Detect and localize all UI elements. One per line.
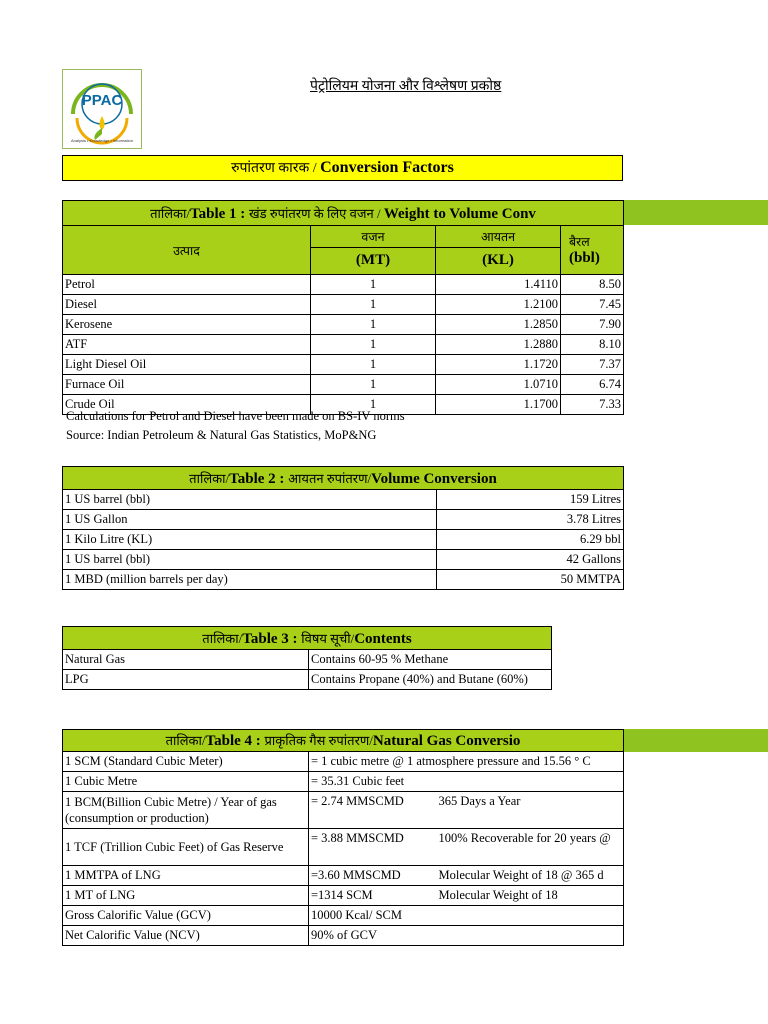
barrels-bbl: 8.50 (561, 275, 624, 295)
table-row (63, 355, 624, 375)
col-header-weight: वजन (311, 226, 436, 248)
table4-header-extension (622, 729, 768, 752)
gas-unit-label: 1 MT of LNG (63, 886, 309, 906)
content-label: LPG (63, 670, 309, 690)
table-row (63, 772, 624, 792)
gas-unit-label: 1 BCM(Billion Cubic Metre) / Year of gas (consumption or production) (63, 792, 309, 829)
table2-volume-conversion (62, 466, 624, 590)
logo-text: PPAC (81, 92, 123, 109)
table-row (63, 510, 624, 530)
table-row (63, 295, 624, 315)
barrels-bbl: 7.33 (561, 395, 624, 415)
gas-unit-label: Gross Calorific Value (GCV) (63, 906, 309, 926)
table-row (63, 375, 624, 395)
table1-source: Source: Indian Petroleum & Natural Gas Statistics, MoP&NG (66, 428, 377, 442)
col-unit-kl: (KL) (436, 247, 561, 274)
table-row (63, 335, 624, 355)
gas-unit-note: 100% Recoverable for 20 years @ (437, 829, 624, 866)
gas-unit-value: 90% of GCV (309, 926, 624, 946)
table4-natural-gas-conversion (62, 729, 624, 946)
table1-weight-to-volume (62, 200, 624, 415)
gas-unit-label: 1 Cubic Metre (63, 772, 309, 792)
volume-kl: 1.2880 (436, 335, 561, 355)
gas-unit-value: = 1 cubic metre @ 1 atmosphere pressure and 15.56 ° C (309, 752, 624, 772)
product-name: Kerosene (63, 315, 311, 335)
unit-value: 42 Gallons (437, 550, 624, 570)
gas-unit-note: 365 Days a Year (437, 792, 624, 829)
gas-unit-label: 1 SCM (Standard Cubic Meter) (63, 752, 309, 772)
table-row (63, 752, 624, 772)
gas-unit-label: 1 MMTPA of LNG (63, 866, 309, 886)
content-label: Natural Gas (63, 650, 309, 670)
weight-mt: 1 (311, 395, 436, 415)
volume-kl: 1.4110 (436, 275, 561, 295)
table-row (63, 670, 552, 690)
content-value: Contains Propane (40%) and Butane (60%) (309, 670, 552, 690)
barrels-bbl: 6.74 (561, 375, 624, 395)
unit-value: 50 MMTPA (437, 570, 624, 590)
ppac-logo-graphic (63, 70, 141, 148)
weight-mt: 1 (311, 355, 436, 375)
table3-title: तालिका/Table 3 : विषय सूची/Contents (63, 627, 552, 650)
unit-label: 1 MBD (million barrels per day) (63, 570, 437, 590)
product-name: ATF (63, 335, 311, 355)
table-row (63, 570, 624, 590)
table-row (63, 886, 624, 906)
unit-label: 1 US Gallon (63, 510, 437, 530)
gas-unit-value: 10000 Kcal/ SCM (309, 906, 624, 926)
volume-kl: 1.2850 (436, 315, 561, 335)
unit-value: 6.29 bbl (437, 530, 624, 550)
col-header-barrel: बैरल (bbl) (561, 226, 624, 275)
table-row (63, 550, 624, 570)
product-name: Crude Oil (63, 395, 311, 415)
table-row (63, 530, 624, 550)
barrels-bbl: 7.37 (561, 355, 624, 375)
table1-note-bs4: Calculations for Petrol and Diesel have been made on BS-IV norms (66, 409, 405, 423)
table1-header-extension (622, 200, 768, 225)
product-name: Petrol (63, 275, 311, 295)
volume-kl: 1.2100 (436, 295, 561, 315)
table-row (63, 315, 624, 335)
weight-mt: 1 (311, 335, 436, 355)
banner-english: Conversion Factors (320, 159, 454, 176)
gas-unit-value: =1314 SCM (309, 886, 437, 906)
gas-unit-value: = 3.88 MMSCMD (309, 829, 437, 866)
volume-kl: 1.1720 (436, 355, 561, 375)
weight-mt: 1 (311, 375, 436, 395)
weight-mt: 1 (311, 275, 436, 295)
table3-contents (62, 626, 552, 690)
product-name: Furnace Oil (63, 375, 311, 395)
table-row (63, 650, 552, 670)
table-row (63, 926, 624, 946)
barrels-bbl: 7.90 (561, 315, 624, 335)
table-row (63, 792, 624, 829)
product-name: Diesel (63, 295, 311, 315)
conversion-factors-banner (62, 155, 623, 181)
banner-hindi: रुपांतरण कारक / (231, 161, 321, 176)
table4-title: तालिका/Table 4 : प्राकृतिक गैस रुपांतरण/Natural Gas Conversio (63, 730, 624, 752)
gas-unit-value: = 35.31 Cubic feet (309, 772, 624, 792)
gas-unit-label: Net Calorific Value (NCV) (63, 926, 309, 946)
gas-unit-value: = 2.74 MMSCMD (309, 792, 437, 829)
volume-kl: 1.0710 (436, 375, 561, 395)
unit-value: 159 Litres (437, 490, 624, 510)
volume-kl: 1.1700 (436, 395, 561, 415)
ppac-logo (62, 69, 142, 149)
unit-label: 1 US barrel (bbl) (63, 490, 437, 510)
product-name: Light Diesel Oil (63, 355, 311, 375)
barrels-bbl: 7.45 (561, 295, 624, 315)
weight-mt: 1 (311, 315, 436, 335)
gas-unit-note: Molecular Weight of 18 @ 365 d (437, 866, 624, 886)
unit-label: 1 Kilo Litre (KL) (63, 530, 437, 550)
col-header-product: उत्पाद (63, 226, 311, 275)
unit-value: 3.78 Litres (437, 510, 624, 530)
table-row (63, 490, 624, 510)
barrels-bbl: 8.10 (561, 335, 624, 355)
gas-unit-label: 1 TCF (Trillion Cubic Feet) of Gas Reserve (63, 829, 309, 866)
table-row (63, 866, 624, 886)
logo-tagline: Analysis • Knowledge • Information (71, 138, 133, 143)
gas-unit-value: =3.60 MMSCMD (309, 866, 437, 886)
table2-title: तालिका/Table 2 : आयतन रुपांतरण/Volume Conversion (63, 467, 624, 490)
weight-mt: 1 (311, 295, 436, 315)
page-title: पेट्रोलियम योजना और विश्लेषण प्रकोष्ठ (310, 79, 502, 94)
content-value: Contains 60-95 % Methane (309, 650, 552, 670)
table-row (63, 829, 624, 866)
col-unit-mt: (MT) (311, 247, 436, 274)
gas-unit-note: Molecular Weight of 18 (437, 886, 624, 906)
col-header-volume: आयतन (436, 226, 561, 248)
unit-label: 1 US barrel (bbl) (63, 550, 437, 570)
table-row (63, 906, 624, 926)
table1-title: तालिका/Table 1 : खंड रुपांतरण के लिए वजन / Weight to Volume Conv (63, 201, 624, 226)
table-row (63, 275, 624, 295)
